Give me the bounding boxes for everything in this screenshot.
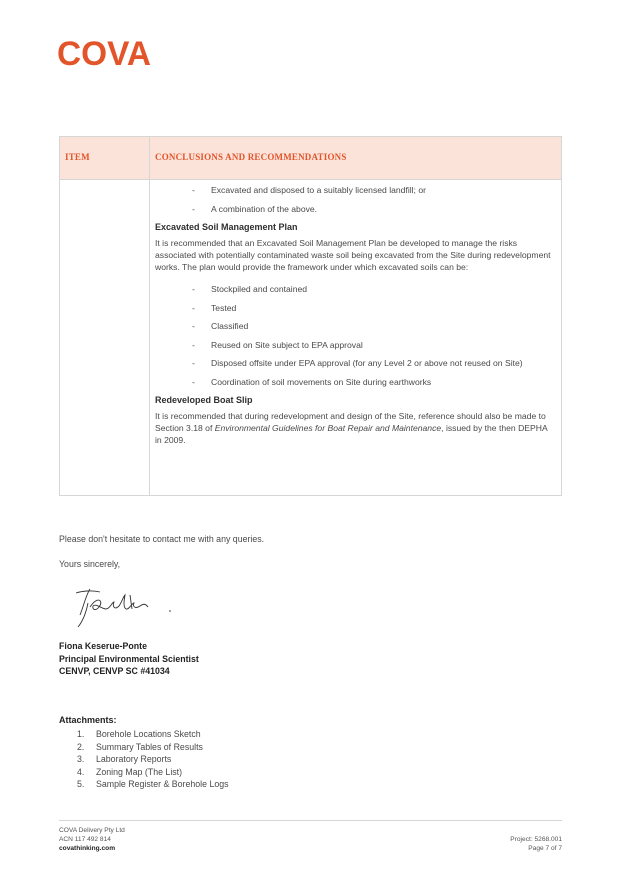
signatory-credentials: CENVP, CENVP SC #41034 <box>59 666 170 676</box>
guideline-title: Environmental Guidelines for Boat Repair and Maintenance <box>214 423 442 433</box>
footer-website[interactable]: covathinking.com <box>59 845 116 852</box>
salutation: Yours sincerely, <box>59 559 121 569</box>
footer-divider <box>59 820 562 821</box>
list-item: 2. Summary Tables of Results <box>77 741 203 752</box>
list-item: - Stockpiled and contained <box>192 284 308 294</box>
signatory-title: Principal Environmental Scientist <box>59 653 199 664</box>
closing-line: Please don't hesitate to contact me with any queries. <box>59 534 265 544</box>
signatory-block <box>59 640 199 678</box>
signature-image <box>66 585 186 630</box>
cova-logo <box>57 36 153 68</box>
column-divider <box>149 137 150 495</box>
list-item: 5. Sample Register & Borehole Logs <box>77 779 229 790</box>
list-item: - Reused on Site subject to EPA approval <box>192 339 363 350</box>
section-heading: Excavated Soil Management Plan <box>155 222 298 232</box>
footer-page-info <box>510 835 562 853</box>
footer-project: Project: 5268.001 <box>510 836 562 843</box>
list-item: - A combination of the above. <box>192 203 318 214</box>
attachments-title: Attachments: <box>59 715 117 725</box>
list-item: - Coordination of soil movements on Site during earthworks <box>192 376 432 387</box>
list-item: - Disposed offsite under EPA approval (for any Level 2 or above not reused on Site) <box>192 358 523 368</box>
footer-company: COVA Delivery Pty Ltd <box>59 827 125 834</box>
header-item: ITEM <box>65 152 90 162</box>
list-item: 3. Laboratory Reports <box>77 754 172 765</box>
list-item: 1. Borehole Locations Sketch <box>77 729 201 739</box>
section-paragraph: It is recommended that an Excavated Soil Management Plan be developed to manage the risks associated with potentially contaminated waste soil being excavated from the Site during redevelopment works. The plan would provide the framework under which excavated soils can be: <box>155 238 551 272</box>
list-item: 4. Zoning Map (The List) <box>77 766 183 777</box>
logo-text: COVA <box>57 36 151 68</box>
footer-company-info <box>59 826 125 853</box>
section-heading: Redeveloped Boat Slip <box>155 395 253 405</box>
attachments-list <box>59 728 229 791</box>
header-conclusions: CONCLUSIONS AND RECOMMENDATIONS <box>155 152 347 162</box>
footer-page-number: Page 7 of 7 <box>528 845 562 852</box>
list-item: - Excavated and disposed to a suitably licensed landfill; or <box>192 185 426 195</box>
conclusions-table <box>59 136 562 496</box>
list-item: - Classified <box>192 321 249 331</box>
list-item: - Tested <box>192 302 237 313</box>
section-paragraph: It is recommended that during redevelopment and design of the Site, reference should also be made to Section 3.18 of Environmental Guidelines for Boat Repair and Maintenance, issued by the then DEPHA in 2009. <box>155 411 548 445</box>
conclusions-cell <box>155 184 555 452</box>
signatory-name: Fiona Keserue-Ponte <box>59 641 147 651</box>
footer-acn: ACN 117 492 814 <box>59 836 111 843</box>
